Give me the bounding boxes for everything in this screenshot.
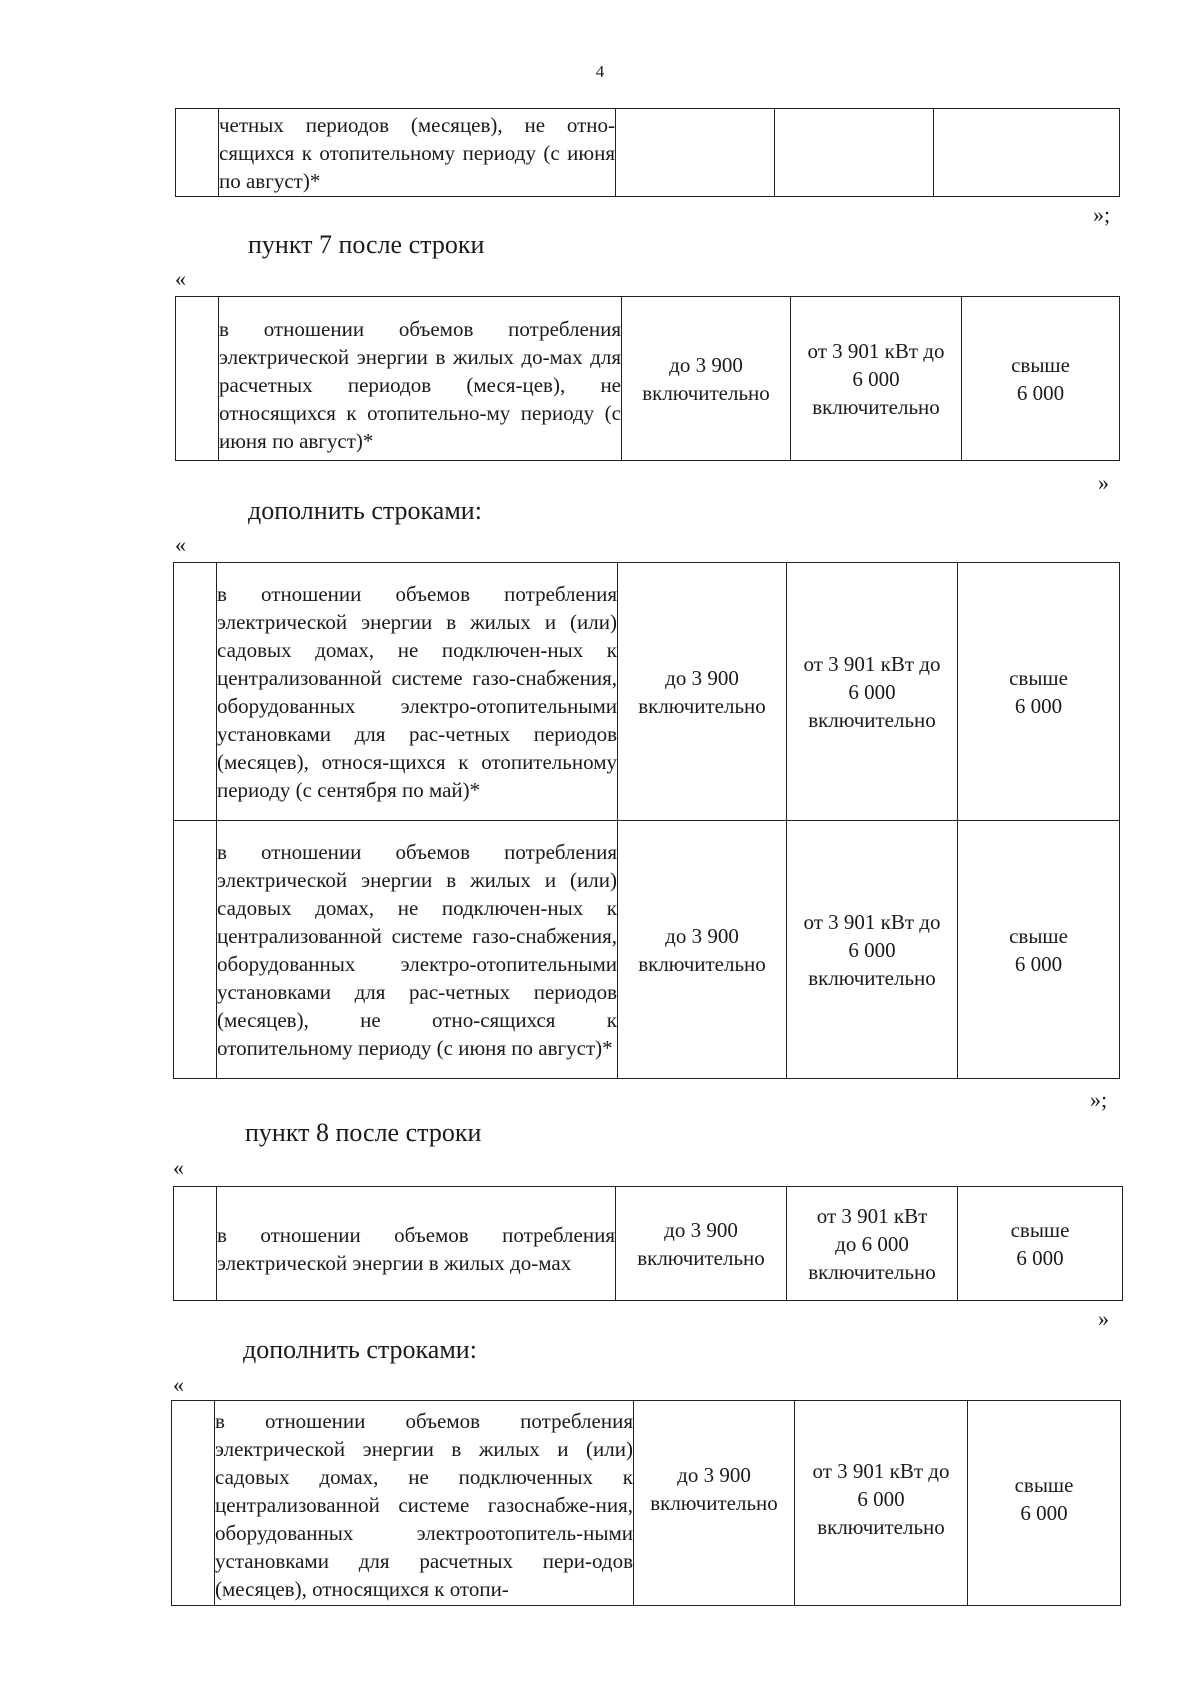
range-mid-line: 6 000 <box>857 1487 905 1511</box>
closing-quote: »; <box>1093 202 1111 227</box>
row-number-cell <box>176 297 219 461</box>
range-low-line: до 3 900 <box>665 923 739 948</box>
closing-quote: »; <box>1090 1087 1108 1112</box>
range-low-cell <box>616 1187 787 1301</box>
page-number: 4 <box>595 62 605 81</box>
row-number-cell <box>174 563 217 821</box>
range-high-line: 6 000 <box>1020 1501 1068 1525</box>
range-mid-line: от 3 901 кВт <box>816 1203 928 1228</box>
table-added-rows-2 <box>171 1400 1121 1606</box>
row-description: в отношении объемов потребления электрической энергии в жилых до-мах <box>217 1187 616 1301</box>
range-high-cell <box>958 563 1120 821</box>
range-high-line: свыше <box>1011 352 1070 377</box>
row-description: четных периодов (месяцев), не отно-сящихся к отопительному периоду (с июня по август)* <box>219 109 616 197</box>
section-heading: пункт 7 после строки <box>248 230 485 259</box>
range-low-line: включительно <box>638 951 766 976</box>
range-mid-cell <box>787 821 958 1079</box>
range-high-line: 6 000 <box>1016 1245 1064 1270</box>
range-high-line: 6 000 <box>1016 380 1065 405</box>
opening-quote: « <box>173 1155 184 1180</box>
table-row <box>172 1401 1121 1606</box>
range-low-line: до 3 900 <box>664 1217 738 1242</box>
range-mid-cell <box>787 563 958 821</box>
range-mid-line: включительно <box>808 965 936 990</box>
range-low-line: включительно <box>638 693 766 718</box>
range-high-line: 6 000 <box>1014 693 1063 718</box>
range-mid-line: от 3 901 кВт до <box>807 338 945 363</box>
range-low-line: до 3 900 <box>677 1463 751 1487</box>
range-high-cell <box>958 821 1120 1079</box>
table-row <box>176 297 1120 461</box>
range-high-line: свыше <box>1010 1217 1070 1242</box>
row-number-cell <box>172 1401 215 1606</box>
row-description: в отношении объемов потребления электрической энергии в жилых до-мах для расчетных периодов (меся-цев), не относящихся к отопительно-му периоду (с июня по август)* <box>219 297 622 461</box>
table-added-rows <box>173 562 1120 1079</box>
range-high-line: свыше <box>1014 1473 1074 1497</box>
section-heading: пункт 8 после строки <box>245 1118 482 1147</box>
range-low-line: включительно <box>642 380 770 405</box>
section-heading: дополнить строками: <box>248 496 482 525</box>
range-high-cell <box>968 1401 1121 1606</box>
range-mid-line: включительно <box>817 1515 945 1539</box>
range-mid-line: 6 000 <box>848 679 896 704</box>
closing-quote: » <box>1098 470 1109 495</box>
range-mid-cell <box>787 1187 958 1301</box>
table-continuation <box>175 108 1120 197</box>
range-low-line: включительно <box>650 1491 778 1515</box>
table-punkt8-row <box>173 1186 1123 1301</box>
range-mid-line: 6 000 <box>848 937 896 962</box>
range-high-line: свыше <box>1009 923 1068 948</box>
range-low-cell <box>622 297 791 461</box>
table-pункт7-row <box>175 296 1120 461</box>
range-mid-line: включительно <box>812 394 940 419</box>
table-row <box>174 563 1120 821</box>
range-mid-line: включительно <box>808 707 936 732</box>
range-low-cell <box>634 1401 795 1606</box>
value-cell-2 <box>775 109 934 197</box>
range-high-cell <box>958 1187 1123 1301</box>
range-high-line: 6 000 <box>1014 951 1063 976</box>
row-number-cell <box>174 1187 217 1301</box>
row-description: в отношении объемов потребления электрической энергии в жилых и (или) садовых домах, не подключен-ных к централизованной системе газо-снабжения, оборудованных электро-отопительными установками для рас-четных периодов (месяцев), не отно-сящихся к отопительному периоду (с июня по август)* <box>217 821 618 1079</box>
range-mid-line: от 3 901 кВт до <box>812 1459 950 1483</box>
range-mid-line: от 3 901 кВт до <box>803 651 941 676</box>
range-low-line: до 3 900 <box>665 665 739 690</box>
range-mid-line: от 3 901 кВт до <box>803 909 941 934</box>
value-cell-3 <box>934 109 1120 197</box>
table-row <box>174 1187 1123 1301</box>
range-high-cell <box>962 297 1120 461</box>
row-number-cell <box>174 821 217 1079</box>
range-mid-line: до 6 000 <box>835 1231 909 1256</box>
range-mid-line: 6 000 <box>852 366 900 391</box>
range-low-cell <box>618 563 787 821</box>
range-low-cell <box>618 821 787 1079</box>
range-low-line: включительно <box>637 1245 765 1270</box>
opening-quote: « <box>173 1372 184 1397</box>
section-heading: дополнить строками: <box>243 1335 477 1364</box>
closing-quote: » <box>1098 1306 1109 1331</box>
value-cell-1 <box>616 109 775 197</box>
range-low-line: до 3 900 <box>669 352 743 377</box>
opening-quote: « <box>175 532 186 557</box>
range-mid-cell <box>791 297 962 461</box>
opening-quote: « <box>175 266 186 291</box>
range-high-line: свыше <box>1009 665 1068 690</box>
range-mid-line: включительно <box>808 1259 936 1284</box>
row-number-cell <box>176 109 219 197</box>
row-description: в отношении объемов потребления электрической энергии в жилых и (или) садовых домах, не подключенных к централизованной системе газоснабже-ния, оборудованных электроотопитель-ными установками для расчетных пери-одов (месяцев), относящихся к отопи- <box>215 1401 634 1606</box>
row-description: в отношении объемов потребления электрической энергии в жилых и (или) садовых домах, не подключен-ных к централизованной системе газо-снабжения, оборудованных электро-отопительными установками для рас-четных периодов (месяцев), относя-щихся к отопительному периоду (с сентября по май)* <box>217 563 618 821</box>
table-row <box>174 821 1120 1079</box>
table-row <box>176 109 1120 197</box>
range-mid-cell <box>795 1401 968 1606</box>
